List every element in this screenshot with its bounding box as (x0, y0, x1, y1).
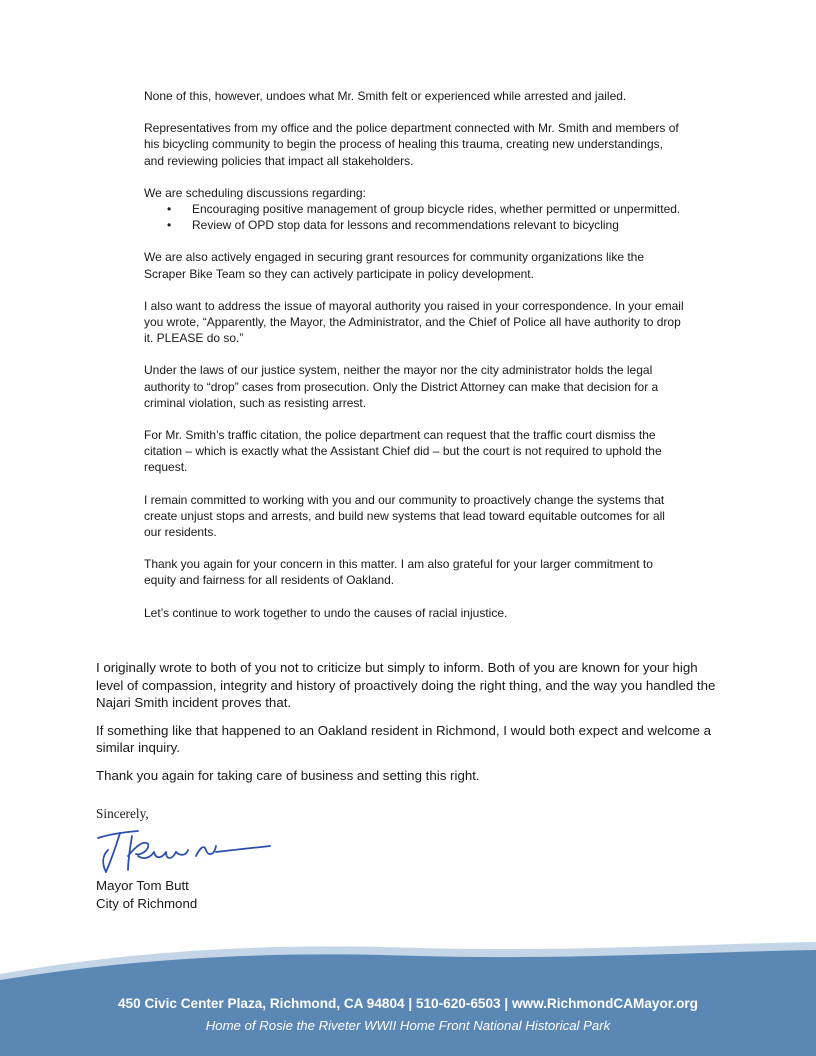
list-item-text: Review of OPD stop data for lessons and recommendations relevant to bicycling (192, 218, 619, 233)
footer-tagline: Home of Rosie the Riveter WWII Home Front National Historical Park (205, 1018, 611, 1033)
footer-address: 450 Civic Center Plaza, Richmond, CA 94804 | 510-620-6503 | www.RichmondCAMayor.org (117, 996, 698, 1011)
quoted-paragraph: Representatives from my office and the police department connected with Mr. Smith and members of his bicycling community to begin the process of healing this trauma, creating new understandings, and reviewing policies that impact all stakeholders. (144, 121, 679, 168)
quoted-paragraph: We are scheduling discussions regarding: (144, 185, 366, 200)
handwritten-signature (92, 826, 282, 881)
signatory-organization: City of Richmond (96, 895, 198, 911)
quoted-paragraph: Under the laws of our justice system, neither the mayor nor the city administrator holds the legal authority to “drop” cases from prosecution. Only the District Attorney can make that decision for a criminal violation, such as resisting arrest. (144, 363, 659, 410)
quoted-paragraph: None of this, however, undoes what Mr. Smith felt or experienced while arrested and jailed. (144, 89, 627, 103)
list-item (167, 217, 684, 233)
discussion-topics-list (144, 201, 684, 233)
quoted-paragraph: I also want to address the issue of mayoral authority you raised in your correspondence. In your email you wrote, “Apparently, the Mayor, the Administrator, and the Chief of Police all have authority to drop it. PLEASE do so.” (144, 298, 684, 346)
letter-paragraph: Thank you again for taking care of business and setting this right. (96, 767, 480, 783)
bullet-icon: • (167, 218, 172, 233)
quoted-paragraph: We are also actively engaged in securing grant resources for community organizations like the Scraper Bike Team so they can actively participate in policy development. (144, 250, 645, 281)
quoted-paragraph: Thank you again for your concern in this matter. I am also grateful for your larger commitment to equity and fairness for all residents of Oakland. (144, 557, 653, 588)
list-item-text: Encouraging positive management of group bicycle rides, whether permitted or unpermitted. (192, 202, 681, 217)
quoted-mayor-response (144, 88, 684, 637)
salutation: Sincerely, (96, 806, 149, 821)
bullet-icon: • (167, 202, 172, 217)
signatory-name: Mayor Tom Butt (96, 878, 189, 893)
signatory (96, 877, 197, 912)
quoted-paragraph: Let’s continue to work together to undo the causes of racial injustice. (144, 605, 508, 620)
letter-paragraph: I originally wrote to both of you not to criticize but simply to inform. Both of you are known for your high level of compassion, integrity and history of proactively doing the right thing, and the way you handled the Najari Smith incident proves that. (96, 660, 716, 711)
quoted-paragraph: I remain committed to working with you and our community to proactively change the systems that create unjust stops and arrests, and build new systems that lead toward equitable outcomes for all our residents. (144, 492, 665, 540)
list-item (167, 201, 684, 217)
letter-body (96, 659, 726, 795)
quoted-paragraph: For Mr. Smith’s traffic citation, the police department can request that the traffic court dismiss the citation – which is exactly what the Assistant Chief did – but the court is not required to uphold the request. (144, 428, 662, 475)
letter-paragraph: If something like that happened to an Oakland resident in Richmond, I would both expect and welcome a similar inquiry. (96, 722, 711, 756)
